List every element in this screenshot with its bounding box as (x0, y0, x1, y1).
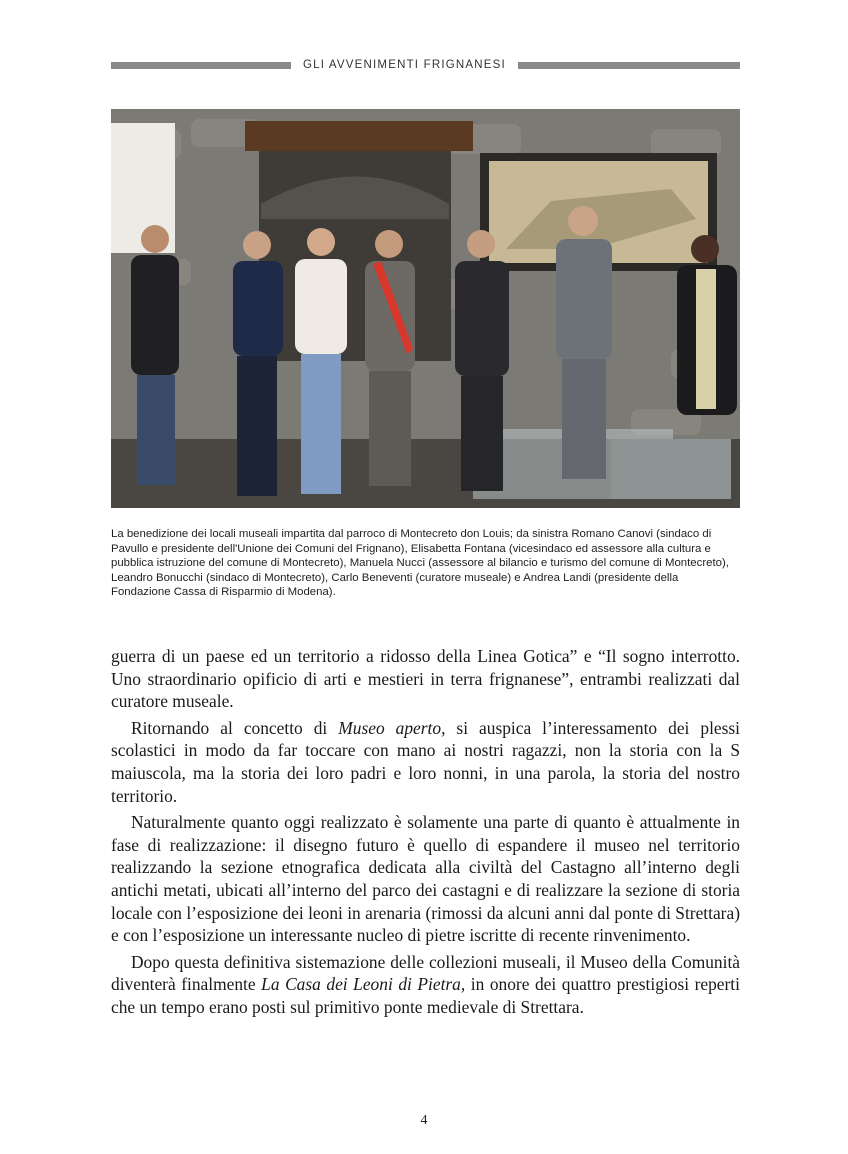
paragraph-4 (111, 951, 740, 1019)
photo (111, 109, 740, 508)
paragraph-4-text-b: in onore dei quattro prestigiosi reperti che un tempo erano posti sul primitivo ponte medievale di Strettara. (111, 974, 740, 1017)
person-6 (556, 206, 612, 479)
header-title: GLI AVVENIMENTI FRIGNANESI (303, 59, 506, 71)
paragraph-3: Naturalmente quanto oggi realizzato è solamente una parte di quanto è attualmente in fase di realizzazione: il disegno futuro è quello di espandere il museo nel territorio realizzando la sezione etnografica dedicata alla civiltà del Castagno all’interno degli antichi metati, ubicati all’interno del parco dei castagni e di realizzare la sezione di storia locale con l’esposizione dei leoni in arenaria (rimossi da alcuni anni dal ponte di Strettara) e con l’esposizione un interessante nucleo di pietre iscritte di recente rinvenimento. (111, 812, 740, 946)
running-header (111, 55, 740, 75)
paragraph-2 (111, 717, 740, 807)
paragraph-4-italic: La Casa dei Leoni di Pietra, (261, 974, 466, 995)
header-rule-left (111, 62, 291, 69)
person-2 (233, 231, 283, 496)
header-rule-right (518, 62, 740, 69)
paragraph-1: guerra di un paese ed un territorio a ridosso della Linea Gotica” e “Il sogno interrotto. Uno straordinario opificio di arti e mestieri in terra frignanese”, entrambi realizzati dal curatore museale. (111, 646, 740, 712)
paragraph-2-text-a: Ritornando al concetto di (131, 717, 339, 738)
photo-caption: La benedizione dei locali museali impartita dal parroco di Montecreto don Louis; da sinistra Romano Canovi (sindaco di Pavullo e presidente dell'Unione dei Comuni del Frignano), Elisabetta Fontana (vicesindaco ed assessore alla cultura e pubblica istruzione del comune di Montecreto), Manuela Nucci (assessore al bilancio e turismo del comune di Montecreto), Leandro Bonucchi (sindaco di Montecreto), Carlo Beneventi (curatore museale) e Andrea Landi (presidente della Fondazione Cassa di Risparmio di Modena). (111, 528, 729, 599)
wooden-beam (245, 121, 473, 151)
paragraph-4-text-a: Dopo questa definitiva sistemazione delle collezioni museali, il Museo della Comunità diventerà finalmente (111, 951, 740, 995)
page-number: 4 (420, 1113, 428, 1128)
person-1 (131, 225, 179, 485)
article-body (111, 645, 740, 1023)
paragraph-2-text-b: , si auspica l’interessamento dei plessi scolastici in modo da far toccare con mano ai nostri ragazzi, non la storia con la S maiuscola, ma la storia dei loro padri e loro nonni, in una parola, la storia del nostro territorio. (111, 717, 740, 806)
paragraph-2-italic: Museo aperto (338, 717, 442, 738)
photo-illustration (111, 109, 740, 508)
person-3 (295, 228, 347, 494)
typewriter (611, 439, 731, 499)
person-4 (365, 230, 415, 486)
person-5 (455, 230, 509, 491)
